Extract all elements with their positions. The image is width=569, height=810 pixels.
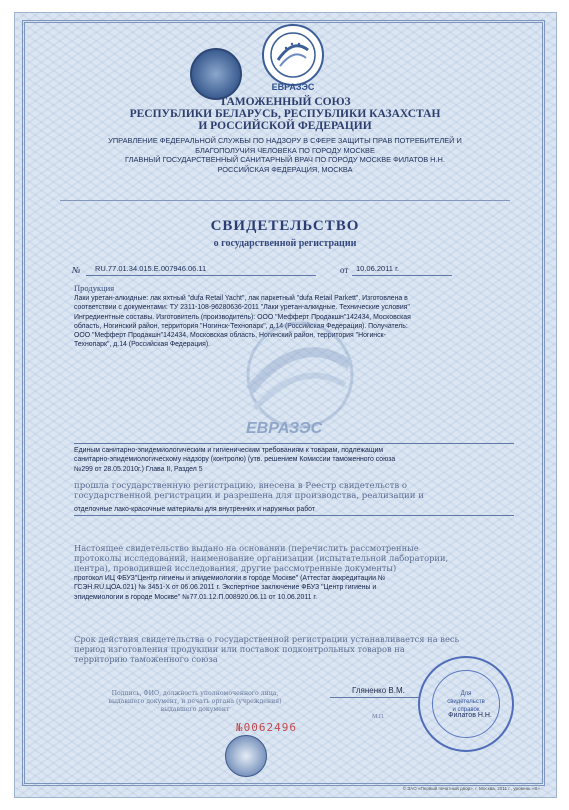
stamp-label bbox=[430, 690, 502, 714]
basis-line: центра), проводившей исследования, другие рассмотренные документы) bbox=[74, 563, 397, 573]
basis-line: протоколы исследований, наименование организации (испытательной лаборатории, bbox=[74, 553, 449, 563]
basis-line: Настоящее свидетельство выдано на основании (перечислить рассмотренные bbox=[74, 543, 419, 553]
authority-line: БЛАГОПОЛУЧИЯ ЧЕЛОВЕКА ПО ГОРОДУ МОСКВЕ bbox=[195, 145, 375, 155]
product-line: ООО "Мефферт Продакшн"142434, Московская область, Ногинский район, территория "Ногинск- bbox=[74, 332, 386, 340]
signature-line bbox=[330, 697, 420, 698]
compliance-text bbox=[74, 446, 514, 474]
validity-line: период изготовления продукции или поставок подконтрольных товаров на bbox=[74, 644, 405, 654]
date-underline bbox=[352, 275, 452, 276]
seal-place-label: М.П. bbox=[372, 714, 385, 720]
stamp-label-line: и справок bbox=[452, 707, 480, 713]
registration-date: 10.06.2011 г. bbox=[356, 264, 399, 273]
authority-line: ГЛАВНЫЙ ГОСУДАРСТВЕННЫЙ САНИТАРНЫЙ ВРАЧ ПО ГОРОДУ МОСКВЕ ФИЛАТОВ Н.Н. bbox=[125, 155, 445, 164]
union-line: ТАМОЖЕННЫЙ СОЮЗ bbox=[219, 96, 351, 108]
passed-registration-text bbox=[74, 481, 524, 501]
basis-detail-line: ГСЭН.RU.ЦОА.021) № 3451-Х от 06.06.2011 г. Экспертное заключение ФБУЗ "Центр гигиены и bbox=[74, 584, 377, 592]
caption-line: выдавшего документ, и печать органа (учреждения) bbox=[108, 698, 282, 705]
logo-text: ЕВРАЗЭС bbox=[271, 82, 315, 92]
authority-line: РОССИЙСКАЯ ФЕДЕРАЦИЯ, МОСКВА bbox=[217, 164, 353, 174]
validity-line: территорию таможенного союза bbox=[74, 654, 218, 664]
caption-line: выдавшего документ bbox=[160, 706, 230, 713]
signatory-name: Гляненко В.М. bbox=[352, 686, 405, 695]
authority-line: УПРАВЛЕНИЕ ФЕДЕРАЛЬНОЙ СЛУЖБЫ ПО НАДЗОРУ В СФЕРЕ ЗАЩИТЫ ПРАВ ПОТРЕБИТЕЛЕЙ И bbox=[108, 136, 462, 145]
printer-footer: © ЗАО «Первый печатный двор», г. Москва, 2011 г., уровень «В» bbox=[402, 786, 540, 791]
number-label: № bbox=[72, 265, 81, 275]
basis-detail-line: эпидемиологии в городе Москве" №77.01.12.П.008920.06.11 от 10.06.2011 г. bbox=[74, 593, 317, 601]
passed-line: прошла государственную регистрацию, внесена в Реестр свидетельств о bbox=[74, 481, 408, 491]
compliance-line: Единым санитарно-эпидемиологическим и гигиеническим требованиям к товарам, подлежащим bbox=[74, 447, 384, 454]
eurasec-logo-icon bbox=[262, 24, 324, 86]
watermark-text: ЕВРАЗЭС bbox=[246, 420, 323, 437]
product-line: Лаки уретан-алкидные: лак яхтный "dufa Retail Yacht", лак паркетный "dufa Retail Parkett". Изготовлена в bbox=[74, 295, 408, 302]
number-underline bbox=[86, 275, 316, 276]
serial-number: №0062496 bbox=[236, 721, 297, 734]
registration-number: RU.77.01.34.015.Е.007946.06.11 bbox=[95, 264, 207, 273]
union-line: И РОССИЙСКОЙ ФЕДЕРАЦИИ bbox=[198, 120, 372, 132]
compliance-line: №299 от 28.05.2010г.) Глава II, Раздел 5 bbox=[74, 465, 203, 473]
caption-line: Подпись, ФИО, должность уполномоченного лица, bbox=[111, 690, 279, 697]
issuing-authority bbox=[60, 136, 510, 174]
usage-text: отделочные лако-красочные материалы для внутренних и наружных работ bbox=[74, 506, 315, 513]
usage-underline bbox=[74, 515, 514, 516]
stamp-label-line: свидетельств bbox=[447, 699, 485, 705]
product-line: соответствии с документами: ТУ 2311-108-96280636-2011 "Лаки уретан-алкидные. Технические условия" bbox=[74, 304, 410, 312]
compliance-line: санитарно-эпидемиологическому надзору (контролю) (утв. решением Комиссии таможенного союза bbox=[74, 456, 396, 464]
basis-details bbox=[74, 574, 514, 602]
union-title bbox=[60, 96, 510, 132]
product-line: Ингредиентные составы. Изготовитель (производитель): ООО "Мефферт Продакшн"142434, Московская bbox=[74, 313, 411, 321]
document-title: СВИДЕТЕЛЬСТВО bbox=[210, 218, 360, 234]
validity-line: Срок действия свидетельства о государственной регистрации устанавливается на весь bbox=[74, 634, 460, 644]
stamp-label-line: Для bbox=[460, 691, 472, 697]
date-label: от bbox=[340, 265, 349, 275]
basis-heading bbox=[74, 543, 524, 573]
document-subtitle: о государственной регистрации bbox=[213, 238, 357, 249]
basis-detail-line: протокол ИЦ ФБУЗ"Центр гигиены и эпидемиологии в городе Москве" (Аттестат аккредитации № bbox=[74, 575, 386, 582]
hologram-sticker-icon bbox=[225, 735, 267, 777]
stamp-signer-name: Филатов Н.Н. bbox=[448, 712, 492, 719]
compliance-rule bbox=[74, 443, 514, 444]
product-line: область, Ногинский район, территория "Ногинск-Технопарк", д.14 (Российская Федерация). Получатель: bbox=[74, 322, 408, 330]
passed-line: государственной регистрации и разрешена для производства, реализации и bbox=[74, 491, 424, 501]
product-label: Продукция bbox=[74, 283, 115, 293]
product-line: Технопарк", д.14 (Российская Федерация). bbox=[74, 341, 211, 349]
union-line: РЕСПУБЛИКИ БЕЛАРУСЬ, РЕСПУБЛИКИ КАЗАХСТАН bbox=[129, 108, 441, 120]
hologram-emblem-icon bbox=[190, 48, 242, 100]
divider bbox=[60, 200, 510, 201]
signature-caption bbox=[80, 690, 310, 714]
